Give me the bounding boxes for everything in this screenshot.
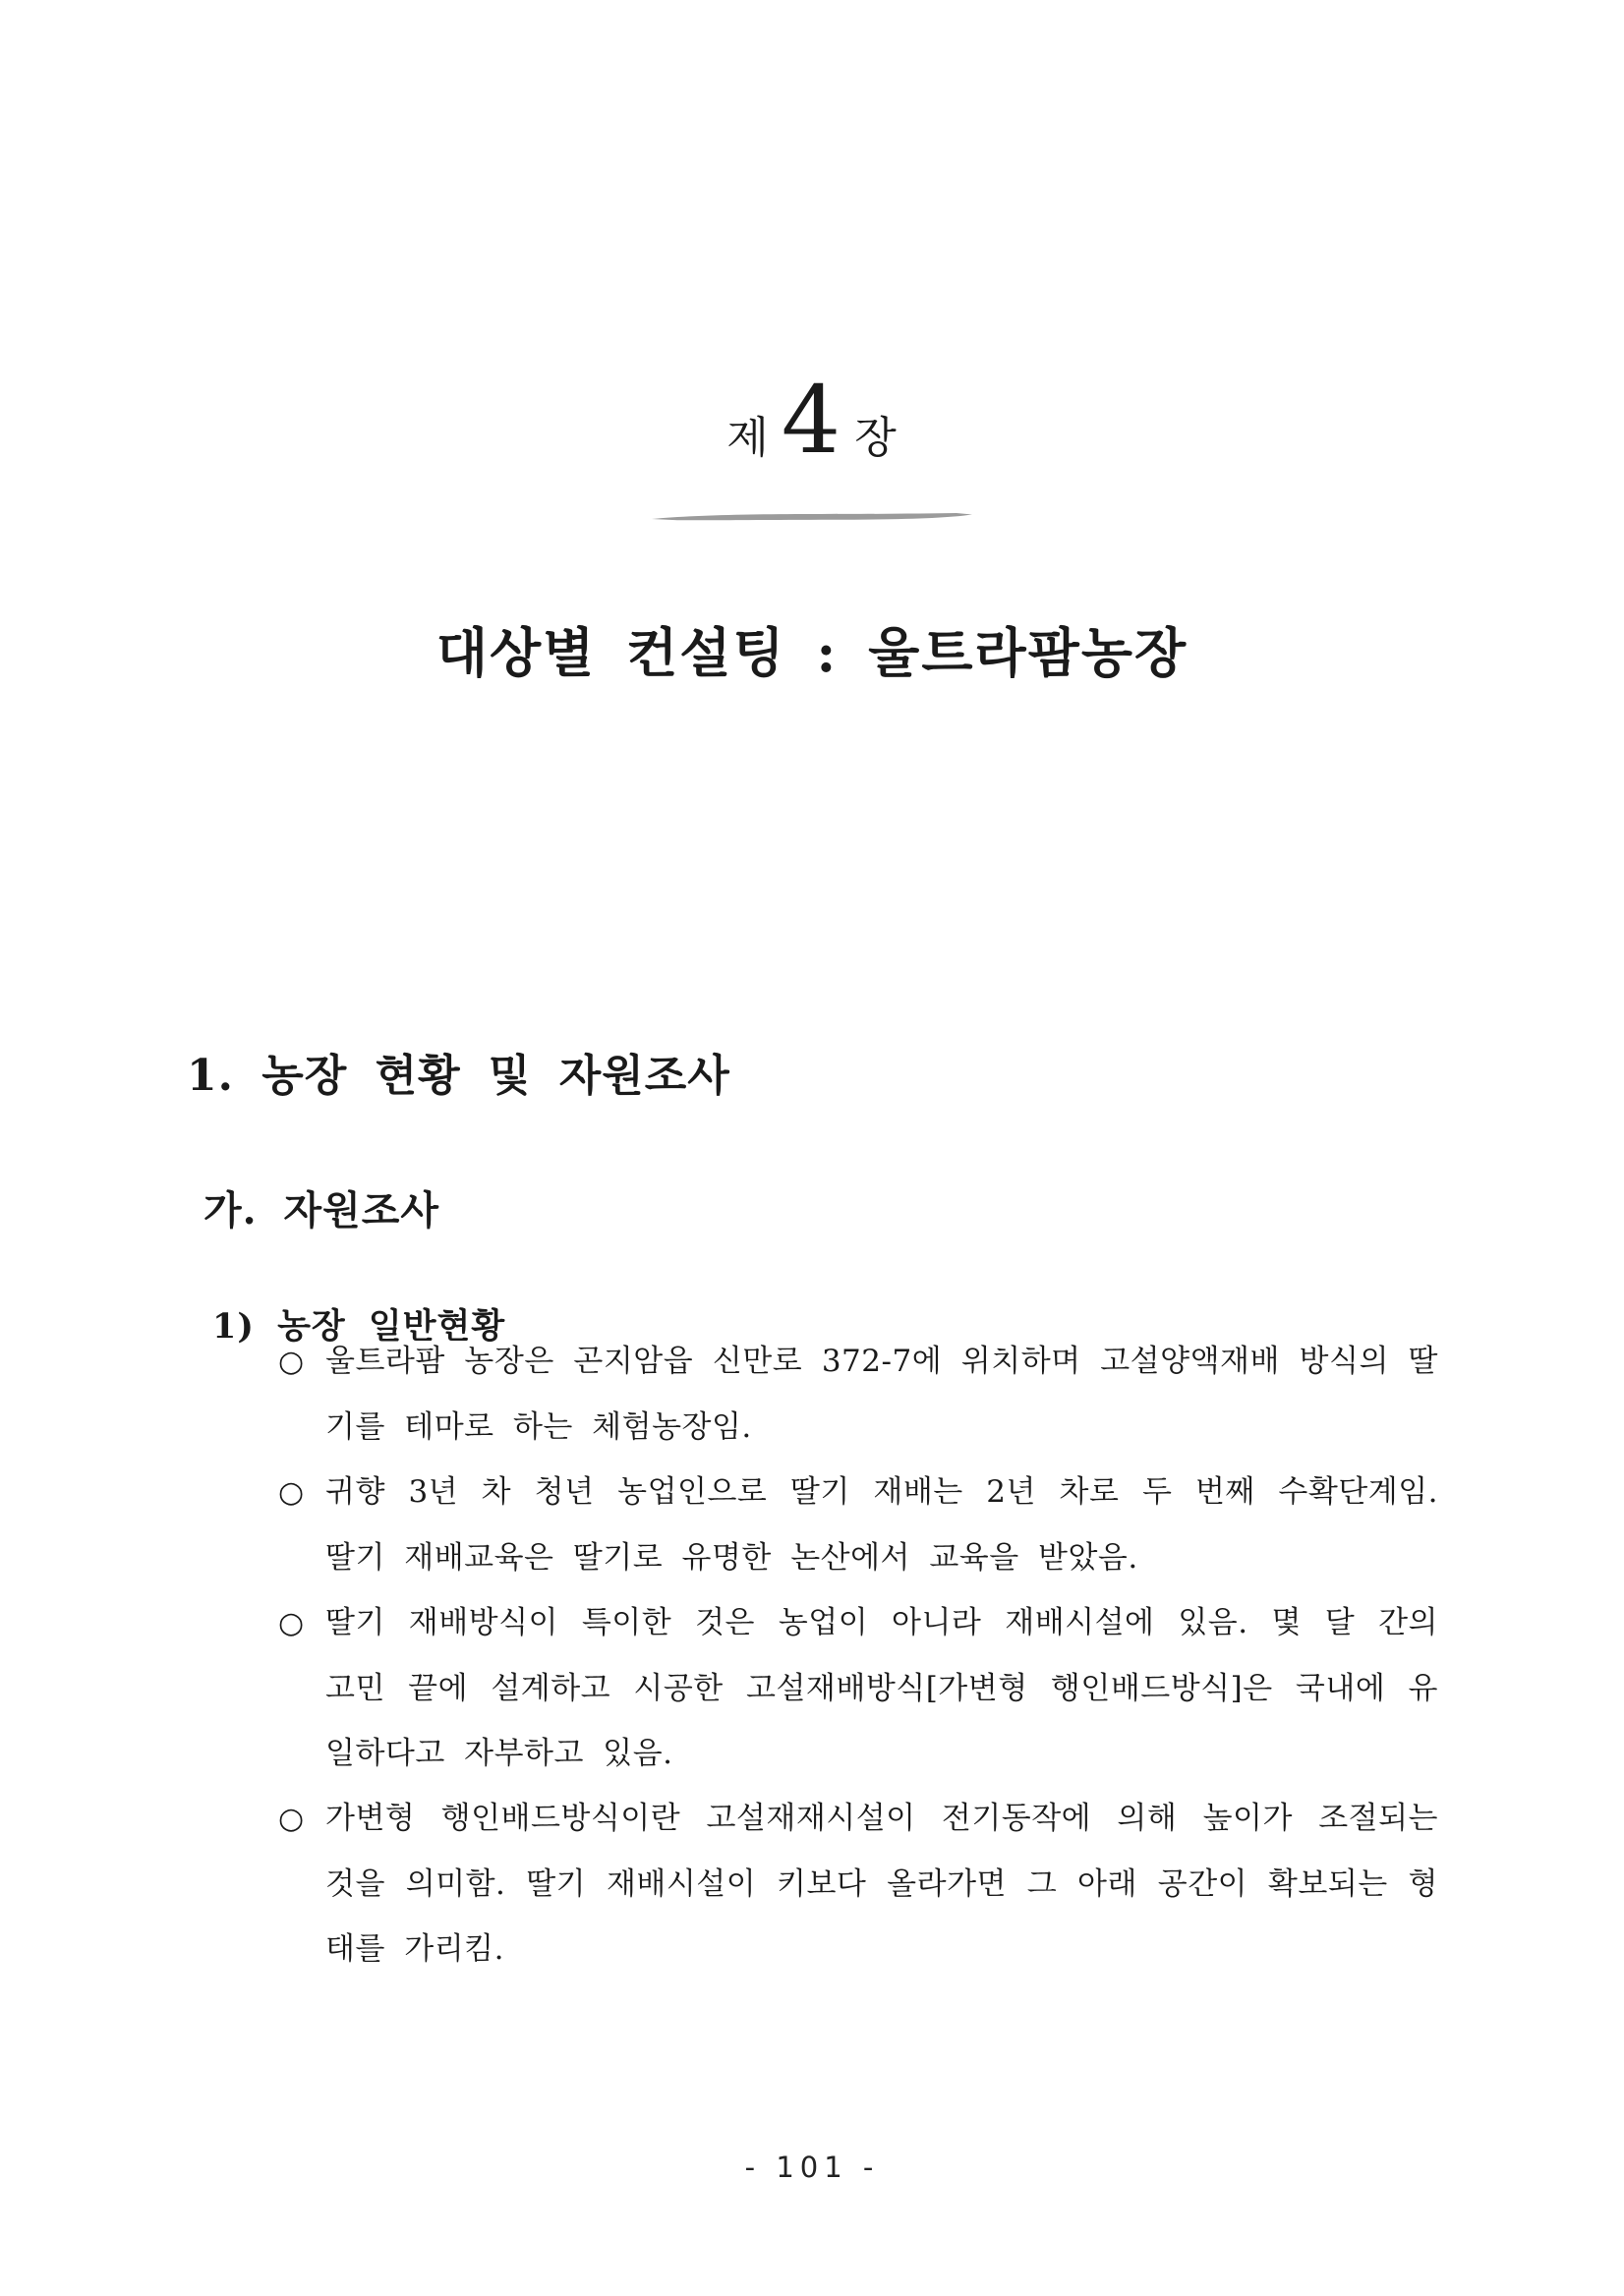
circle-bullet-icon: ○ <box>278 1345 305 1379</box>
list-heading: 1) 농장 일반현황 <box>212 1305 506 1347</box>
chapter-divider <box>0 509 1624 529</box>
brush-line-icon <box>650 509 974 525</box>
circle-bullet-icon: ○ <box>278 1802 305 1836</box>
bullet-text: 귀향 3년 차 청년 농업인으로 딸기 재배는 2년 차로 두 번째 수확단계임. 딸기 재배교육은 딸기로 유명한 논산에서 교육을 받았음. <box>325 1474 1438 1576</box>
list-item <box>278 1590 1438 1786</box>
list-item <box>278 1460 1438 1590</box>
list-item <box>278 1329 1438 1460</box>
chapter-suffix: 장 <box>854 413 898 463</box>
circle-bullet-icon: ○ <box>278 1475 305 1510</box>
chapter-prefix: 제 <box>726 413 770 463</box>
chapter-heading <box>0 362 1624 506</box>
bullet-list <box>278 1329 1438 1981</box>
circle-bullet-icon: ○ <box>278 1606 305 1640</box>
bullet-text: 딸기 재배방식이 특이한 것은 농업이 아니라 재배시설에 있음. 몇 달 간의 고민 끝에 설계하고 시공한 고설재배방식[가변형 행인배드방식]은 국내에 유일하다고 자부하고 있음. <box>325 1605 1438 1771</box>
bullet-text: 울트라팜 농장은 곤지암읍 신만로 372-7에 위치하며 고설양액재배 방식의 딸기를 테마로 하는 체험농장임. <box>325 1344 1438 1445</box>
section-heading: 1. 농장 현황 및 자원조사 <box>187 1050 730 1101</box>
page-number: - 101 - <box>744 2151 880 2184</box>
chapter-number: 4 <box>781 367 841 475</box>
brush-line-shape <box>652 513 972 520</box>
page-title: 대상별 컨설팅 : 울트라팜농장 <box>435 621 1189 685</box>
list-item <box>278 1786 1438 1981</box>
subsection-heading: 가. 자원조사 <box>203 1187 440 1234</box>
bullet-text: 가변형 행인배드방식이란 고설재재시설이 전기동작에 의해 높이가 조절되는 것을 의미함. 딸기 재배시설이 키보다 올라가면 그 아래 공간이 확보되는 형태를 가리킴. <box>325 1801 1438 1967</box>
